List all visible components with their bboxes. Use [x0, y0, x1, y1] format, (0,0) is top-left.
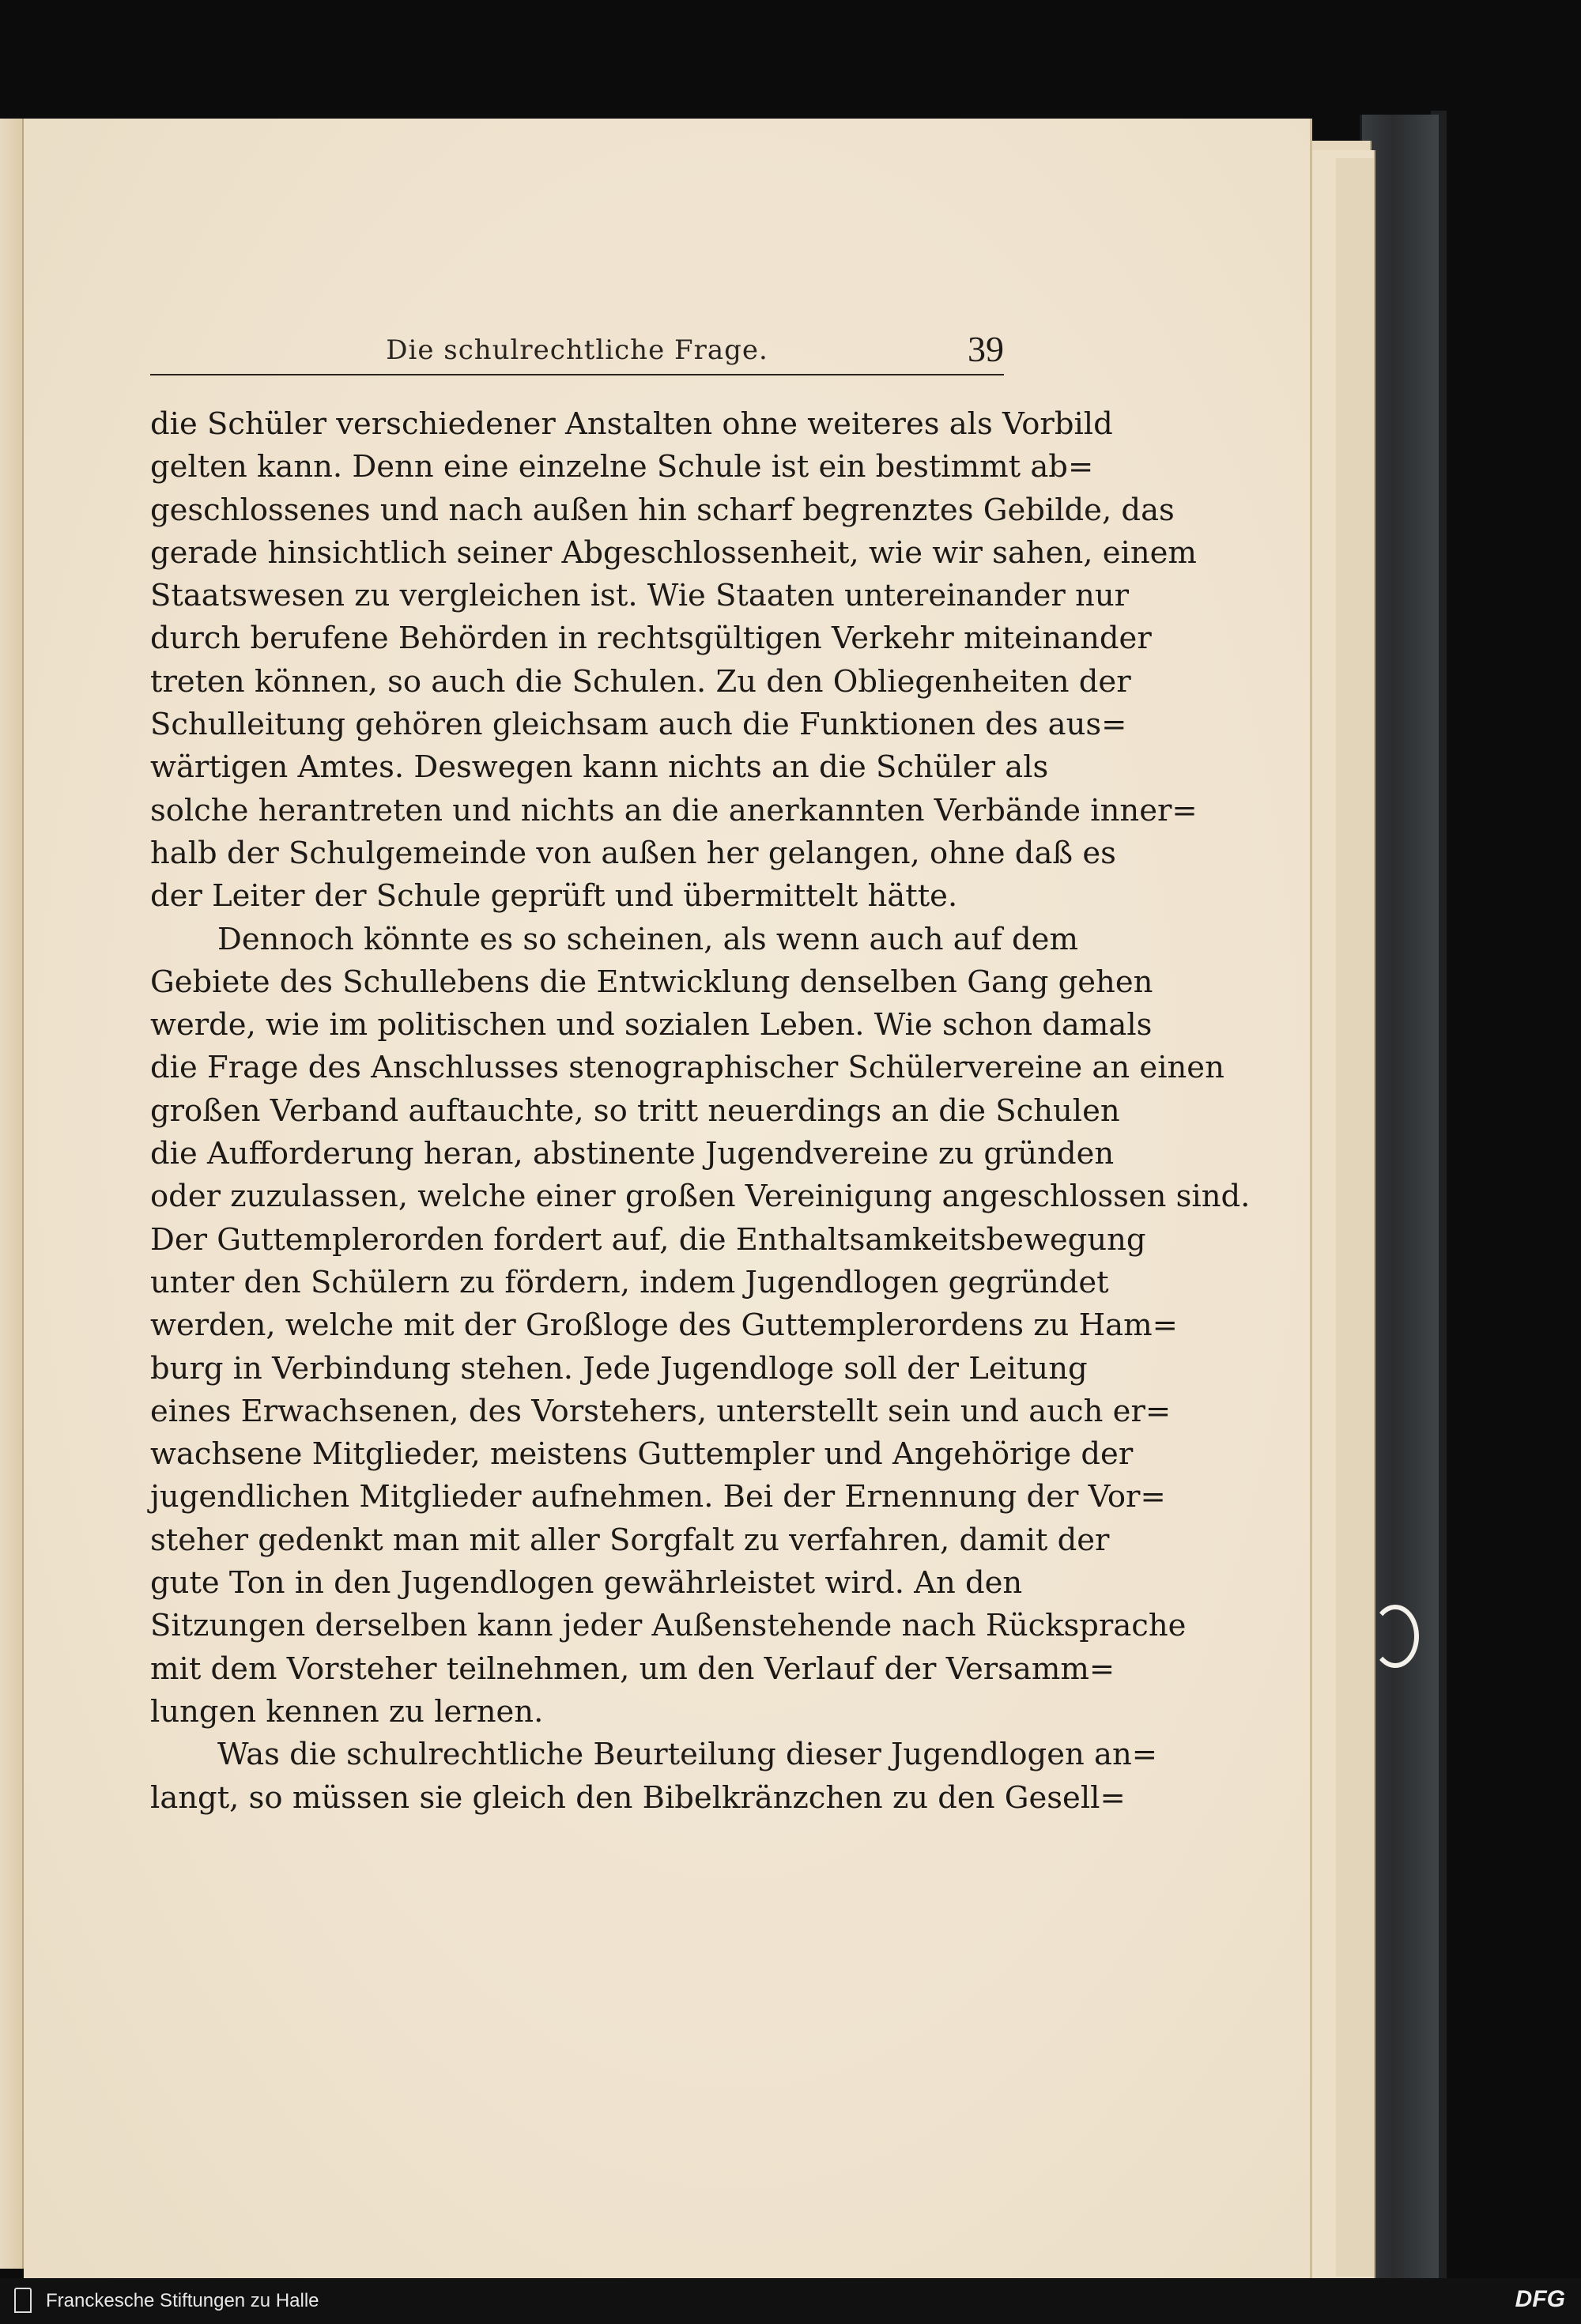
page-number: 39 [968, 329, 1004, 369]
text-line: gerade hinsichtlich seiner Abgeschlossenheit, wie wir sahen, einem [150, 534, 1197, 571]
viewer-footer [0, 2278, 1581, 2324]
text-line: unter den Schülern zu fördern, indem Jugendlogen gegründet [150, 1264, 1109, 1300]
text-line: wachsene Mitglieder, meistens Guttempler und Angehörige der [150, 1436, 1134, 1473]
text-line: oder zuzulassen, welche einer großen Vereinigung angeschlossen sind. [150, 1179, 1251, 1215]
text-line: der Leiter der Schule geprüft und übermittelt hätte. [150, 878, 958, 915]
text-line: geschlossenes und nach außen hin scharf begrenztes Gebilde, das [150, 492, 1175, 528]
text-line: gelten kann. Denn eine einzelne Schule ist ein bestimmt ab= [150, 449, 1094, 485]
text-line: gute Ton in den Jugendlogen gewährleistet wird. An den [150, 1565, 1023, 1602]
text-line: treten können, so auch die Schulen. Zu den Obliegenheiten der [150, 663, 1131, 700]
left-page-edge [0, 119, 24, 2269]
text-line: Gebiete des Schullebens die Entwicklung denselben Gang gehen [150, 964, 1153, 1000]
text-line: burg in Verbindung stehen. Jede Jugendloge soll der Leitung [150, 1350, 1088, 1386]
text-line: Schulleitung gehören gleichsam auch die Funktionen des aus= [150, 707, 1127, 743]
text-line: die Frage des Anschlusses stenographischer Schülervereine an einen [150, 1050, 1224, 1086]
text-line: halb der Schulgemeinde von außen her gelangen, ohne daß es [150, 835, 1116, 871]
text-line: wärtigen Amtes. Deswegen kann nichts an die Schüler als [150, 749, 1049, 786]
body-text [150, 403, 1251, 1820]
text-line: Staatswesen zu vergleichen ist. Wie Staaten untereinander nur [150, 578, 1130, 614]
text-line: lungen kennen zu lernen. [150, 1693, 544, 1730]
text-line: werden, welche mit der Großloge des Guttemplerordens zu Ham= [150, 1307, 1178, 1344]
text-line: werde, wie im politischen und sozialen Leben. Wie schon damals [150, 1007, 1153, 1043]
text-line: Sitzungen derselben kann jeder Außenstehende nach Rücksprache [150, 1608, 1187, 1644]
running-title: Die schulrechtliche Frage. [386, 334, 768, 366]
text-line: großen Verband auftauchte, so tritt neuerdings an die Schulen [150, 1092, 1120, 1129]
thread-loop [1372, 1605, 1419, 1668]
text-line: durch berufene Behörden in rechtsgültigen Verkehr miteinander [150, 621, 1152, 657]
text-line: die Schüler verschiedener Anstalten ohne weiteres als Vorbild [150, 406, 1113, 442]
text-line: langt, so müssen sie gleich den Bibelkränzchen zu den Gesell= [150, 1779, 1126, 1816]
funder-logo: DFG [1515, 2286, 1565, 2312]
text-line: Der Guttemplerorden fordert auf, die Enthaltsamkeitsbewegung [150, 1221, 1146, 1258]
text-line: steher gedenkt man mit aller Sorgfalt zu verfahren, damit der [150, 1522, 1110, 1558]
text-line: eines Erwachsenen, des Vorstehers, unterstellt sein und auch er= [150, 1393, 1172, 1429]
text-line: Dennoch könnte es so scheinen, als wenn auch auf dem [217, 921, 1078, 957]
running-head [150, 328, 1004, 375]
page-stack-edge [1336, 158, 1375, 2277]
text-line: mit dem Vorsteher teilnehmen, um den Verlauf der Versamm= [150, 1651, 1115, 1687]
institution-logo-icon [14, 2288, 32, 2313]
text-line: die Aufforderung heran, abstinente Jugendvereine zu gründen [150, 1136, 1115, 1172]
text-line: Was die schulrechtliche Beurteilung dieser Jugendlogen an= [217, 1737, 1158, 1773]
text-line: solche herantreten und nichts an die anerkannten Verbände inner= [150, 792, 1198, 828]
text-line: jugendlichen Mitglieder aufnehmen. Bei der Ernennung der Vor= [150, 1479, 1166, 1515]
institution-name: Franckesche Stiftungen zu Halle [46, 2290, 319, 2311]
